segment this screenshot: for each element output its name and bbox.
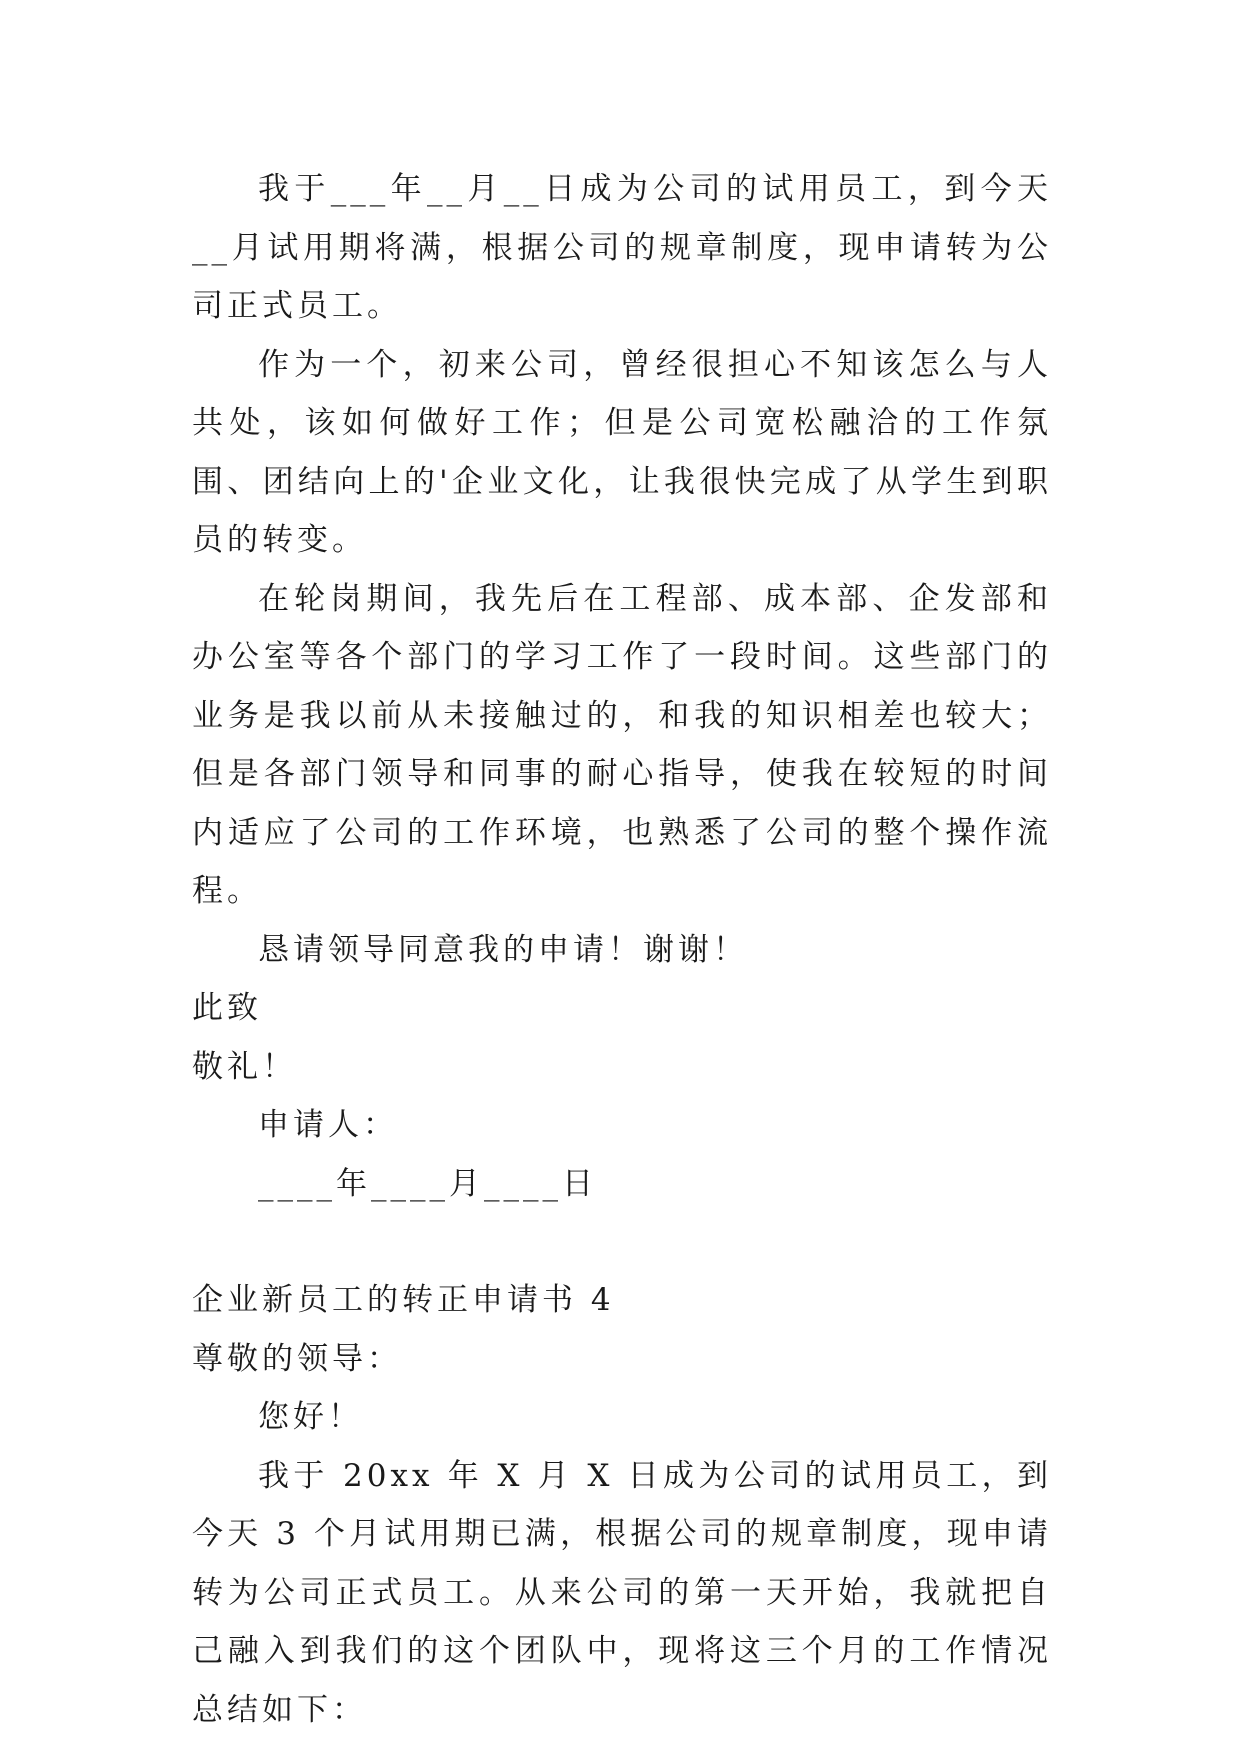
closing-cizhi: 此致: [192, 990, 262, 1026]
paragraph-request: 恳请领导同意我的申请！谢谢！: [258, 931, 748, 968]
section-title: 企业新员工的转正申请书 4: [192, 1282, 615, 1318]
salutation: 尊敬的领导：: [192, 1340, 402, 1377]
section-spacer: [192, 1213, 1052, 1271]
date-line: ____年____月____日: [258, 1165, 597, 1202]
greeting: 您好！: [258, 1399, 363, 1435]
document-page: [192, 160, 1052, 1739]
paragraph-summary-intro: 我于 20xx 年 X 月 X 日成为公司的试用员工，到今天 3 个月试用期已满，根据公司的规章制度，现申请转为公司正式员工。从来公司的第一天开始，我就把自己融入到我们的这个团队中，现将这三个月的工作情况总结如下：: [192, 1457, 1052, 1728]
applicant-label: 申请人：: [258, 1107, 398, 1143]
paragraph-rotation: 在轮岗期间，我先后在工程部、成本部、企发部和办公室等各个部门的学习工作了一段时间。这些部门的业务是我以前从未接触过的，和我的知识相差也较大；但是各部门领导和同事的耐心指导，使我在较短的时间内适应了公司的工作环境，也熟悉了公司的整个操作流程。: [192, 580, 1052, 909]
closing-jingli: 敬礼！: [192, 1048, 297, 1085]
paragraph-trial-intro: 我于___年__月__日成为公司的试用员工，到今天__月试用期将满，根据公司的规章制度，现申请转为公司正式员工。: [192, 171, 1052, 324]
paragraph-adaptation: 作为一个，初来公司，曾经很担心不知该怎么与人共处，该如何做好工作；但是公司宽松融洽的工作氛围、团结向上的'企业文化，让我很快完成了从学生到职员的转变。: [192, 346, 1052, 558]
